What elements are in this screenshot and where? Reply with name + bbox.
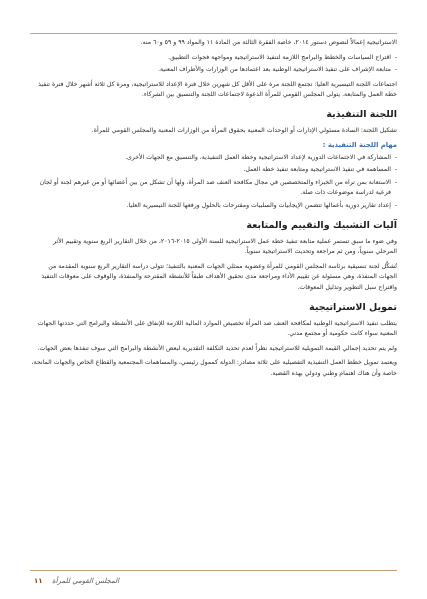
tasks-heading: مهام اللجنة التنفيذية : (322, 140, 397, 149)
funding-paragraph: يتطلب تنفيذ الاستراتيجية الوطنية لمكافحة العنف ضد المرأة تخصيص الموارد المالية اللازمة للإنفاق على الأنشطة والبرامج التي حددتها الجهات المعنية سواء كانت حكومية أو مجتمع مدني. (37, 319, 397, 338)
coordination-paragraph: وفي ضوء ما سبق تستمر عملية متابعة تنفيذ خطة عمل الاستراتيجية للسنة الأولى ٢٠١٥-٢٠١٦، من خلال التقارير الربع سنوية وتقييم الأثر المرحلي سنوياً، ومن ثم مراجعة وتحديث الاستراتيجية سنوياً. (53, 237, 397, 256)
executive-committee-heading: اللجنة التنفيذية (326, 108, 397, 120)
task-item: - الاستعانة بمن تراه من الخبراء والمتخصصين في مجال مكافحة العنف ضد المرأة، ولها أن تشكل من بين أعضائها أو من غيرهم لجنة أو لجان فرعية لدراسة موضوعات ذات صلة. (30, 178, 397, 199)
funding-paragraph: ويعتمد تمويل خطط العمل التنفيذية التفصيلية على ثلاثة مصادر: الدولة كممول رئيسي، والمساهمات المجتمعية والقطاع الخاص والجهات المانحة، خاصة وأن هناك اهتمام وطني ودولي بهذه القضية. (31, 359, 397, 377)
task-item: - المشاركة في الاجتماعات الدورية لإعداد الاستراتيجية وخطة العمل التنفيذية، والتنسيق مع الجهات الأخرى. (30, 153, 397, 164)
coordination-heading: آليات التشبيك والتقييم والمتابعة (246, 219, 397, 231)
page-number: ١١ (34, 577, 43, 585)
intro-bullet: - متابعة الإشراف على تنفيذ الاستراتيجية الوطنية بعد اعتمادها من الوزارات والأطراف المعنية. (30, 65, 397, 76)
committee-formation: تشكيل اللجنة: السادة مسئولي الإدارات أو الوحدات المعنية بحقوق المرأة من الوزارات المعنية والمجلس القومي للمرأة. (91, 126, 397, 134)
task-item: - المساهمة في تنفيذ الاستراتيجية ومتابعة تنفيذ خطة العمل. (30, 165, 397, 176)
intro-line: الاستراتيجية إعمالاً لنصوص دستور ٢٠١٤، خاصة الفقرة الثالثة من المادة ١١ والمواد ٩٩ و ٥٩ و٦٠ منه. (140, 39, 397, 46)
page-footer (30, 575, 397, 591)
meetings-paragraph: اجتماعات اللجنة التيسيرية العليا: تجتمع اللجنة مرة على الأقل كل شهرين خلال فترة الإعداد للاستراتيجية، ومرة كل ثلاثة أشهر خلال فترة تنفيذ خطة العمل والمتابعة. يتولى المجلس القومي للمرأة الدعوة لاجتماعات اللجنة والتنسيق بين الشركاء. (38, 80, 397, 99)
intro-bullet: - اقتراح السياسات والخطط والبرامج اللازمة لتنفيذ الاستراتيجية ومواجهة فجوات التطبيق. (30, 53, 397, 64)
header-rule (30, 33, 397, 34)
task-item: - إعداد تقارير دورية بأعمالها تتضمن الإيجابيات والسلبيات ومقترحات بالحلول ورفعها للجنة التيسيرية العليا. (30, 201, 397, 212)
funding-paragraph: ولم يتم تحديد إجمالي القيمة التمويلية للاستراتيجية نظراً لعدم تحديد التكلفة التقديرية لبعض الأنشطة والبرامج التي سوف تنفذها بعض الجهات. (37, 344, 397, 352)
document-body (30, 38, 397, 383)
funding-heading: تمويل الاستراتيجية (309, 301, 397, 313)
coordination-paragraph: تُشكَّل لجنة تنسيقية برئاسة المجلس القومي للمرأة وعضوية ممثلي الجهات المعنية بالتنفيذ؛ تتولى دراسة التقارير الربع سنوية المقدمة من الجهات المنفذة، وهي مسئولة عن تقييم الأداء ومراجعة مدى تحقيق الأهداف طبقاً للأنشطة المقترحة والمنفذة، والوقوف على معوقات التنفيذ واقتراح سبل التطوير وتذليل المعوقات. (41, 262, 397, 291)
footer-rule (30, 570, 397, 571)
council-name: المجلس القومي للمرأة (52, 577, 120, 585)
